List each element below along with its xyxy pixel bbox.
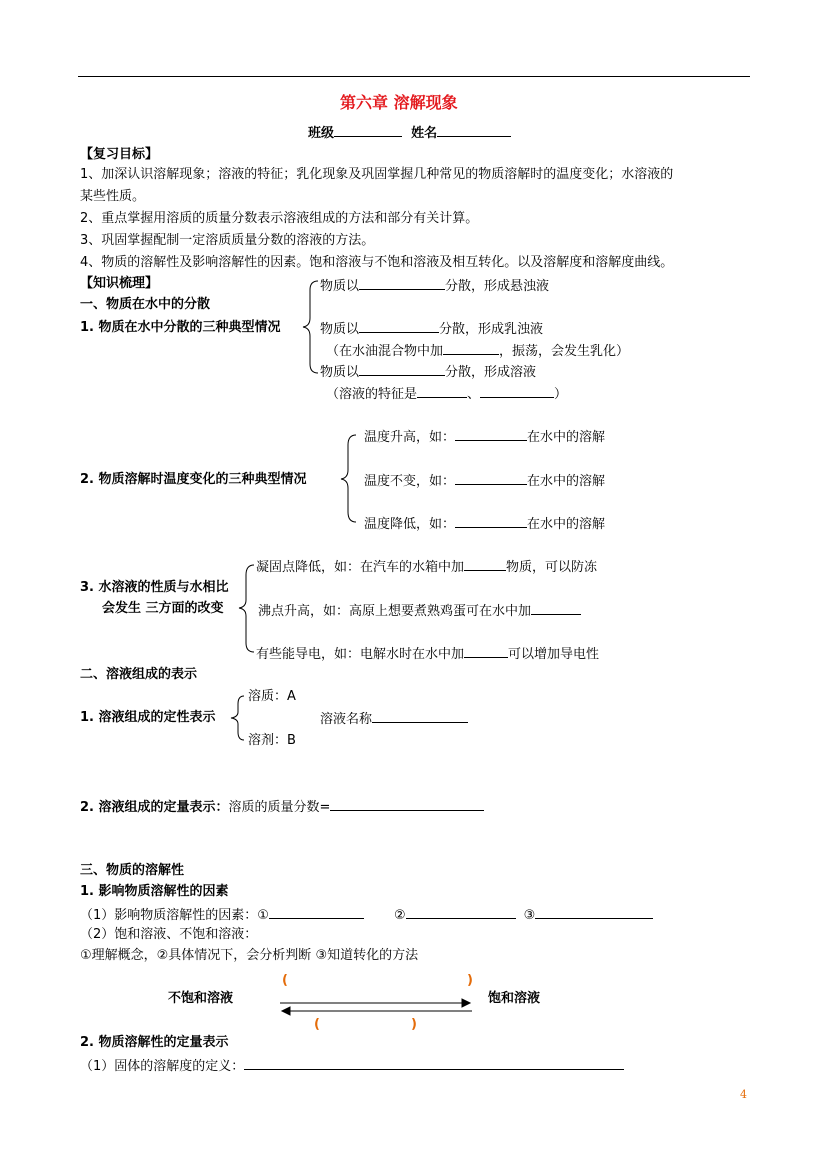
- item-text: 温度不变，如：: [364, 474, 456, 489]
- name-label: 姓名: [411, 126, 438, 141]
- goals-header: 【复习目标】: [80, 147, 159, 162]
- item-text: 分散，形成乳浊液: [439, 322, 544, 337]
- item-text: 凝固点降低，如：在汽车的水箱中加: [256, 560, 465, 575]
- goal-line-3: 2、重点掌握用溶质的质量分数表示溶液组成的方法和部分有关计算。: [80, 211, 479, 226]
- item-text: 在水中的溶解: [527, 474, 606, 489]
- knowledge-header: 【知识梳理】: [80, 276, 159, 291]
- goal-line-1: 1、加深认识溶解现象；溶液的特征；乳化现象及巩固掌握几种常见的物质溶解时的温度变化；水溶液的: [80, 167, 674, 182]
- brace-composition: [231, 696, 244, 740]
- paren-open-bottom: (: [314, 1017, 320, 1032]
- brace-temperature: [341, 435, 356, 522]
- item-text: 在水中的溶解: [527, 430, 606, 445]
- item-text: 沸点升高，如：高原上想要煮熟鸡蛋可在水中加: [258, 604, 532, 619]
- item-text: 物质，可以防冻: [506, 560, 598, 575]
- item-text: 可以增加导电性: [508, 647, 600, 662]
- page-title: 第六章 溶解现象: [340, 93, 458, 112]
- goal-line-5: 4、物质的溶解性及影响溶解性的因素。饱和溶液与不饱和溶液及相互转化。以及溶解度和溶解度曲线。: [80, 255, 674, 270]
- item-text: 、: [467, 387, 481, 402]
- page-number: 4: [740, 1088, 747, 1101]
- paren-open-top: (: [282, 973, 288, 988]
- sec1-s1-label: 1. 物质在水中分散的三种典型情况: [80, 320, 281, 335]
- section-3-title: 三、物质的溶解性: [80, 863, 185, 878]
- item-text: 物质以: [320, 322, 360, 337]
- item-text: ①: [257, 908, 269, 923]
- section-1-title: 一、物质在水中的分散: [80, 297, 211, 312]
- solvent-item: 溶剂：B: [248, 733, 296, 748]
- item-text: 2. 溶液组成的定量表示：: [80, 800, 229, 815]
- brace-properties: [239, 565, 254, 652]
- sec3-s1-label: 1. 影响物质溶解性的因素: [80, 884, 229, 899]
- class-label: 班级: [308, 126, 335, 141]
- brace-dispersion: [303, 281, 318, 373]
- section-2-title: 二、溶液组成的表示: [80, 667, 198, 682]
- item-text: （在水油混合物中加: [326, 344, 444, 359]
- item-text: ②: [393, 908, 406, 923]
- item-text: 有些能导电，如：电解水时在水中加: [256, 647, 465, 662]
- item-text: 物质以: [320, 279, 360, 294]
- saturated-label: 饱和溶液: [488, 991, 541, 1006]
- item-text: 物质以: [320, 365, 360, 380]
- item-text: （溶液的特征是: [326, 387, 418, 402]
- paren-close-top: ): [467, 973, 473, 988]
- saturation-points: ①理解概念，②具体情况下，会分析判断 ③知道转化的方法: [80, 948, 419, 963]
- goal-line-2: 某些性质。: [80, 189, 146, 204]
- arrowhead-left: [282, 1007, 290, 1015]
- saturation-title: （2）饱和溶液、不饱和溶液：: [80, 927, 258, 942]
- paren-close-bottom: ): [411, 1017, 417, 1032]
- item-text: 分散，形成悬浊液: [445, 279, 550, 294]
- sec1-s3-label-line1: 3. 水溶液的性质与水相比: [80, 580, 229, 595]
- unsaturated-label: 不饱和溶液: [168, 991, 234, 1006]
- goal-line-4: 3、巩固掌握配制一定溶质质量分数的溶液的方法。: [80, 233, 375, 248]
- sec2-s1-label: 1. 溶液组成的定性表示: [80, 710, 216, 725]
- item-text: （1）固体的溶解度的定义：: [80, 1059, 245, 1074]
- item-text: 温度降低，如：: [364, 517, 456, 532]
- item-text: （1）影响物质溶解性的因素：: [80, 908, 258, 923]
- solute-item: 溶质：A: [248, 689, 296, 704]
- item-text: ）: [554, 387, 568, 402]
- sec1-s3-label-line2: 会发生 三方面的改变: [102, 601, 224, 616]
- item-text: 溶液名称: [320, 712, 373, 727]
- item-text: 温度升高，如：: [364, 430, 456, 445]
- sec1-s2-label: 2. 物质溶解时温度变化的三种典型情况: [80, 472, 307, 487]
- item-text: ，振荡，会发生乳化）: [499, 344, 630, 359]
- item-text: ③: [523, 908, 536, 923]
- item-text: 分散，形成溶液: [445, 365, 537, 380]
- arrowhead-right: [462, 999, 470, 1007]
- sec3-s2-label: 2. 物质溶解性的定量表示: [80, 1035, 229, 1050]
- formula-text: 溶质的质量分数=: [228, 800, 331, 815]
- item-text: 在水中的溶解: [527, 517, 606, 532]
